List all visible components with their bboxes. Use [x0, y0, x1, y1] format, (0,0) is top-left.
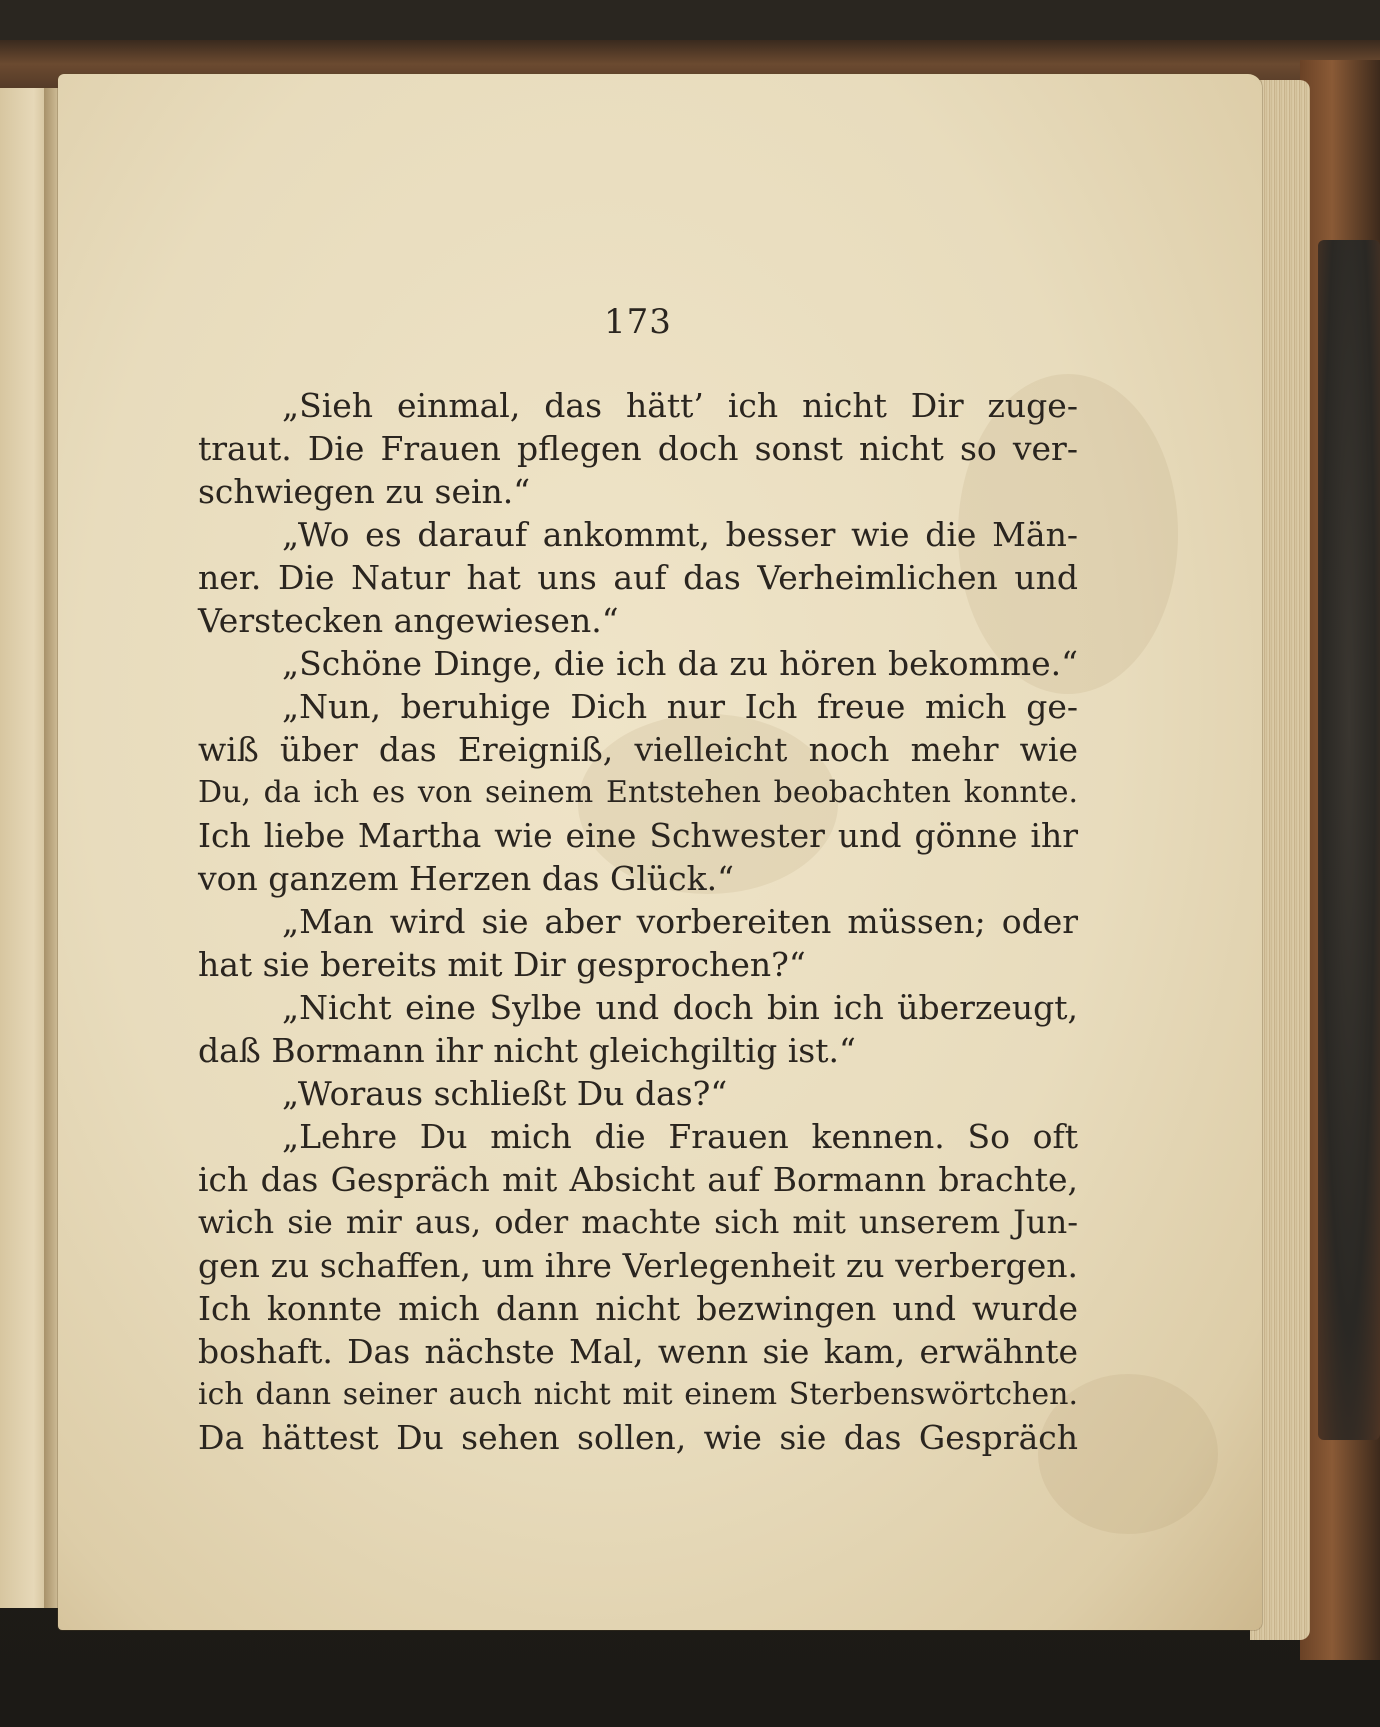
- text-line: ich dann seiner auch nicht mit einem Sterbenswörtchen.: [198, 1377, 1078, 1412]
- text-line: Verstecken angewiesen.“: [198, 601, 619, 640]
- text-line: „Sieh einmal, das hätt’ ich nicht Dir zuge-: [282, 386, 1078, 425]
- book-page: [58, 74, 1262, 1630]
- text-line: „Schöne Dinge, die ich da zu hören bekomme.“: [282, 644, 1078, 683]
- text-line: daß Bormann ihr nicht gleichgiltig ist.“: [198, 1031, 856, 1070]
- text-line: ner. Die Natur hat uns auf das Verheimlichen und: [198, 558, 1078, 597]
- body-text: [198, 384, 1078, 1459]
- text-line: „Lehre Du mich die Frauen kennen. So oft: [282, 1117, 1078, 1156]
- text-line: schwiegen zu sein.“: [198, 472, 531, 511]
- text-line: hat sie bereits mit Dir gesprochen?“: [198, 945, 806, 984]
- text-line: „Nun, beruhige Dich nur Ich freue mich ge-: [282, 687, 1078, 726]
- text-line: von ganzem Herzen das Glück.“: [198, 859, 734, 898]
- text-line: „Nicht eine Sylbe und doch bin ich überzeugt,: [282, 988, 1078, 1027]
- page-number: 173: [604, 302, 672, 342]
- text-line: Du, da ich es von seinem Entstehen beobachten konnte.: [198, 775, 1078, 810]
- text-line: ich das Gespräch mit Absicht auf Bormann brachte,: [198, 1160, 1078, 1199]
- text-line: Ich liebe Martha wie eine Schwester und gönne ihr: [198, 816, 1078, 855]
- text-line: „Man wird sie aber vorbereiten müssen; oder: [282, 902, 1078, 941]
- book-cover-wear: [1318, 240, 1380, 1440]
- text-line: traut. Die Frauen pflegen doch sonst nicht so ver-: [198, 429, 1078, 468]
- text-line: wich sie mir aus, oder machte sich mit unserem Jun-: [198, 1203, 1078, 1241]
- text-line: boshaft. Das nächste Mal, wenn sie kam, erwähnte: [198, 1332, 1078, 1371]
- text-line: gen zu schaffen, um ihre Verlegenheit zu verbergen.: [198, 1246, 1078, 1285]
- text-line: „Wo es darauf ankommt, besser wie die Män-: [282, 515, 1078, 554]
- text-line: Da hättest Du sehen sollen, wie sie das Gespräch: [198, 1418, 1078, 1457]
- text-line: Ich konnte mich dann nicht bezwingen und wurde: [198, 1289, 1078, 1328]
- text-line: wiß über das Ereigniß, vielleicht noch mehr wie: [198, 730, 1078, 769]
- text-line: „Woraus schließt Du das?“: [282, 1074, 728, 1113]
